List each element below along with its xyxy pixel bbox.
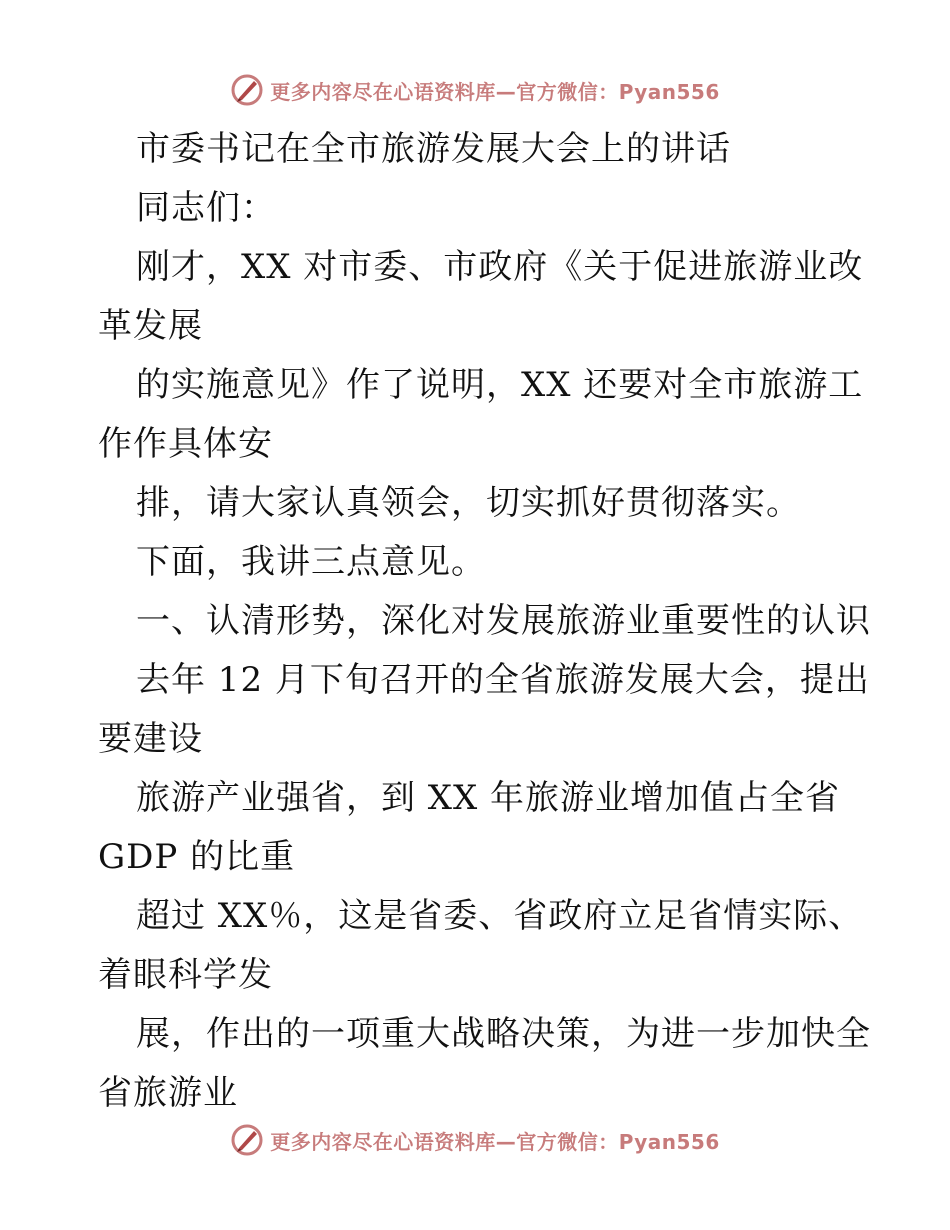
paragraph-line: 革发展 bbox=[98, 306, 203, 346]
paragraph-line: 下面，我讲三点意见。 bbox=[136, 542, 486, 582]
paragraph-line: 省旅游业 bbox=[98, 1073, 238, 1113]
document-title: 市委书记在全市旅游发展大会上的讲话 bbox=[136, 129, 731, 169]
paragraph-line: 去年 12 月下旬召开的全省旅游发展大会，提出 bbox=[136, 660, 870, 700]
footer-banner-text: 更多内容尽在心语资料库—官方微信：Pyan556 bbox=[270, 1129, 720, 1154]
paragraph-line: GDP 的比重 bbox=[98, 837, 296, 877]
paragraph-line: 超过 XX％，这是省委、省政府立足省情实际、 bbox=[136, 896, 864, 936]
salutation: 同志们： bbox=[136, 188, 276, 228]
document-body bbox=[98, 120, 878, 1123]
paragraph-line: 展，作出的一项重大战略决策，为进一步加快全 bbox=[136, 1014, 871, 1054]
header-banner-text: 更多内容尽在心语资料库—官方微信：Pyan556 bbox=[270, 79, 720, 104]
feather-pen-logo-icon bbox=[230, 73, 264, 107]
paragraph-line: 刚才，XX 对市委、市政府《关于促进旅游业改 bbox=[136, 247, 864, 287]
paragraph-line: 作作具体安 bbox=[98, 424, 273, 464]
footer-banner bbox=[0, 1118, 950, 1162]
paragraph-line: 旅游产业强省，到 XX 年旅游业增加值占全省 bbox=[136, 778, 841, 818]
paragraph-line: 着眼科学发 bbox=[98, 955, 273, 995]
feather-pen-logo-icon bbox=[230, 1123, 264, 1157]
paragraph-line: 的实施意见》作了说明，XX 还要对全市旅游工 bbox=[136, 365, 864, 405]
paragraph-line: 排，请大家认真领会，切实抓好贯彻落实。 bbox=[136, 483, 801, 523]
paragraph-line: 要建设 bbox=[98, 719, 203, 759]
section-heading: 一、认清形势，深化对发展旅游业重要性的认识 bbox=[136, 601, 871, 641]
header-banner bbox=[0, 68, 950, 112]
